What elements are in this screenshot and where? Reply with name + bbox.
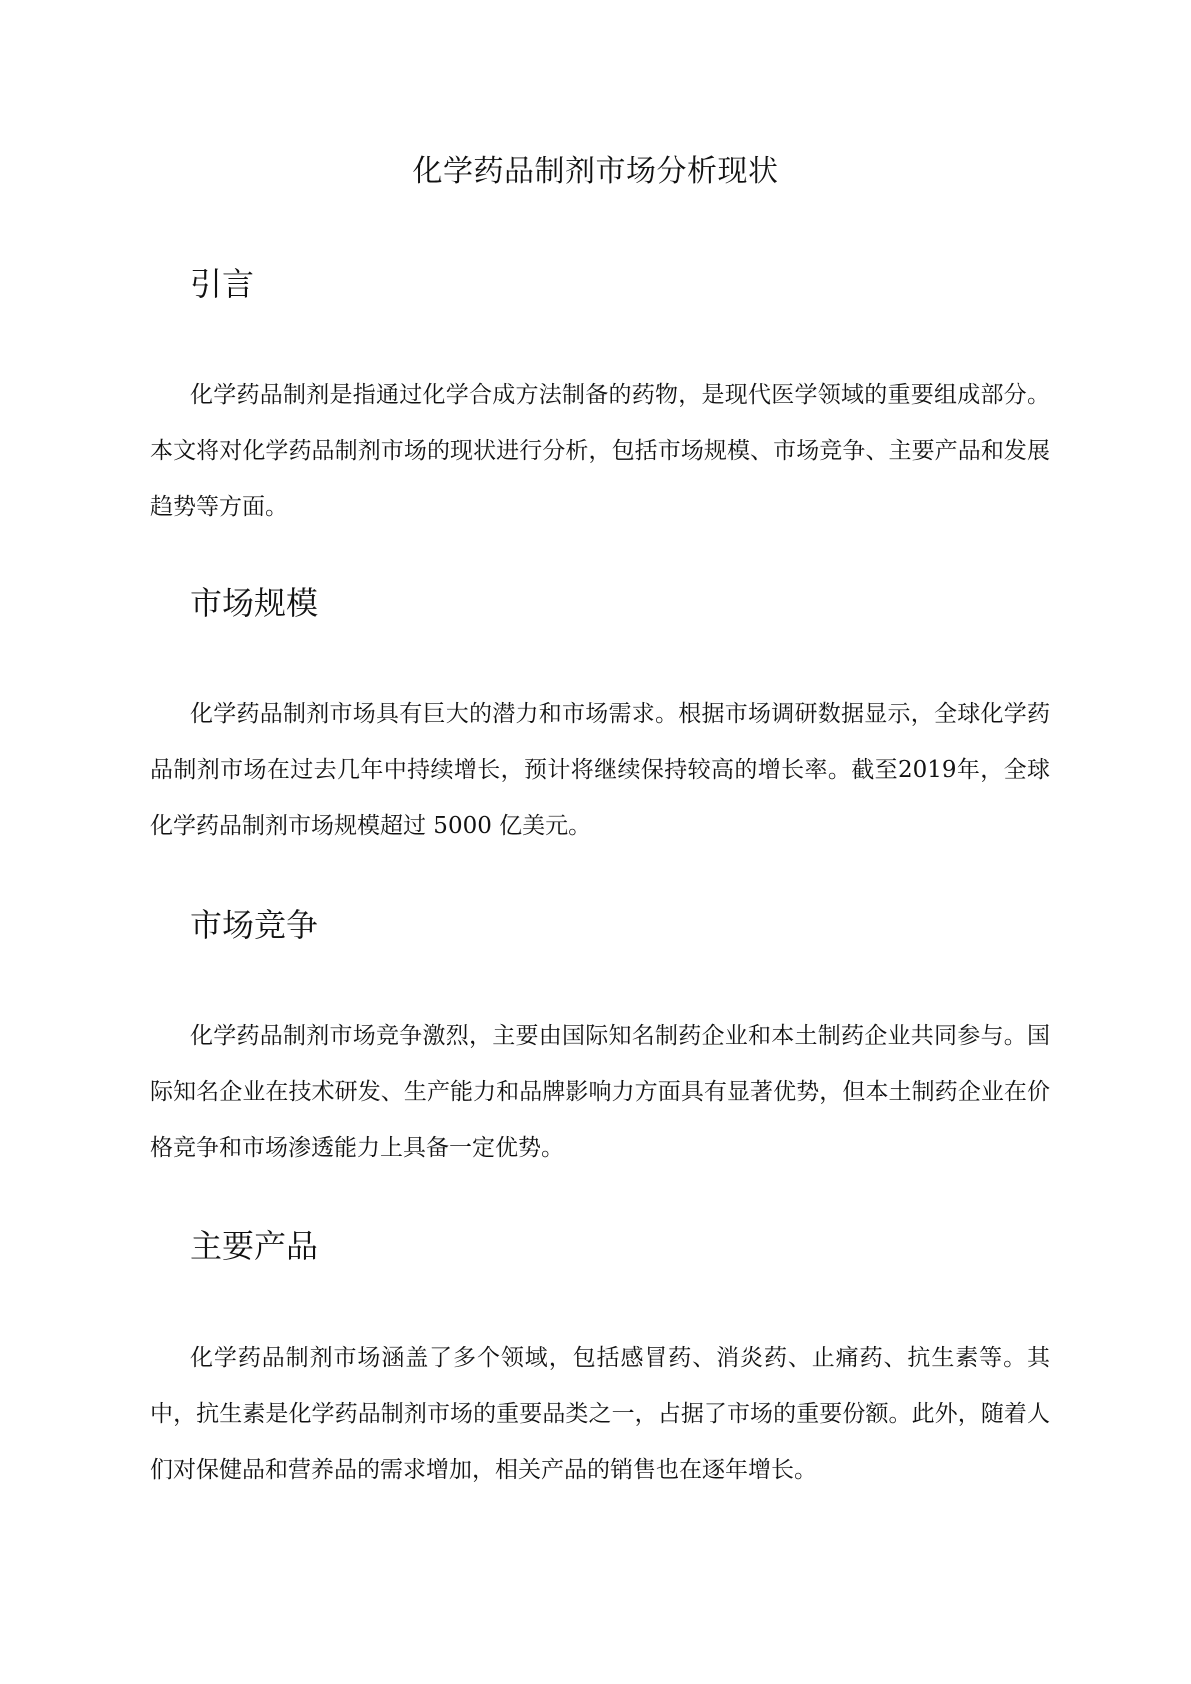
section-paragraph-market-competition: 化学药品制剂市场竞争激烈，主要由国际知名制药企业和本土制药企业共同参与。国际知名企业在技术研发、生产能力和品牌影响力方面具有显著优势，但本土制药企业在价格竞争和市场渗透能力上具备一定优势。 (150, 1023, 1050, 1161)
section-paragraph-main-products: 化学药品制剂市场涵盖了多个领域，包括感冒药、消炎药、止痛药、抗生素等。其中，抗生素是化学药品制剂市场的重要品类之一，占据了市场的重要份额。此外，随着人们对保健品和营养品的需求增加，相关产品的销售也在逐年增长。 (150, 1345, 1050, 1483)
section-paragraph-market-size: 化学药品制剂市场具有巨大的潜力和市场需求。根据市场调研数据显示，全球化学药品制剂市场在过去几年中持续增长，预计将继续保持较高的增长率。截至2019年，全球化学药品制剂市场规模超过 5000 亿美元。 (150, 701, 1050, 839)
section-paragraph-introduction: 化学药品制剂是指通过化学合成方法制备的药物，是现代医学领域的重要组成部分。本文将对化学药品制剂市场的现状进行分析，包括市场规模、市场竞争、主要产品和发展趋势等方面。 (150, 382, 1050, 520)
section-heading-introduction: 引言 (190, 265, 255, 303)
section-heading-main-products: 主要产品 (190, 1227, 319, 1265)
document-title: 化学药品制剂市场分析现状 (412, 154, 779, 189)
section-heading-market-competition: 市场竞争 (190, 906, 319, 944)
section-heading-market-size: 市场规模 (190, 584, 319, 622)
